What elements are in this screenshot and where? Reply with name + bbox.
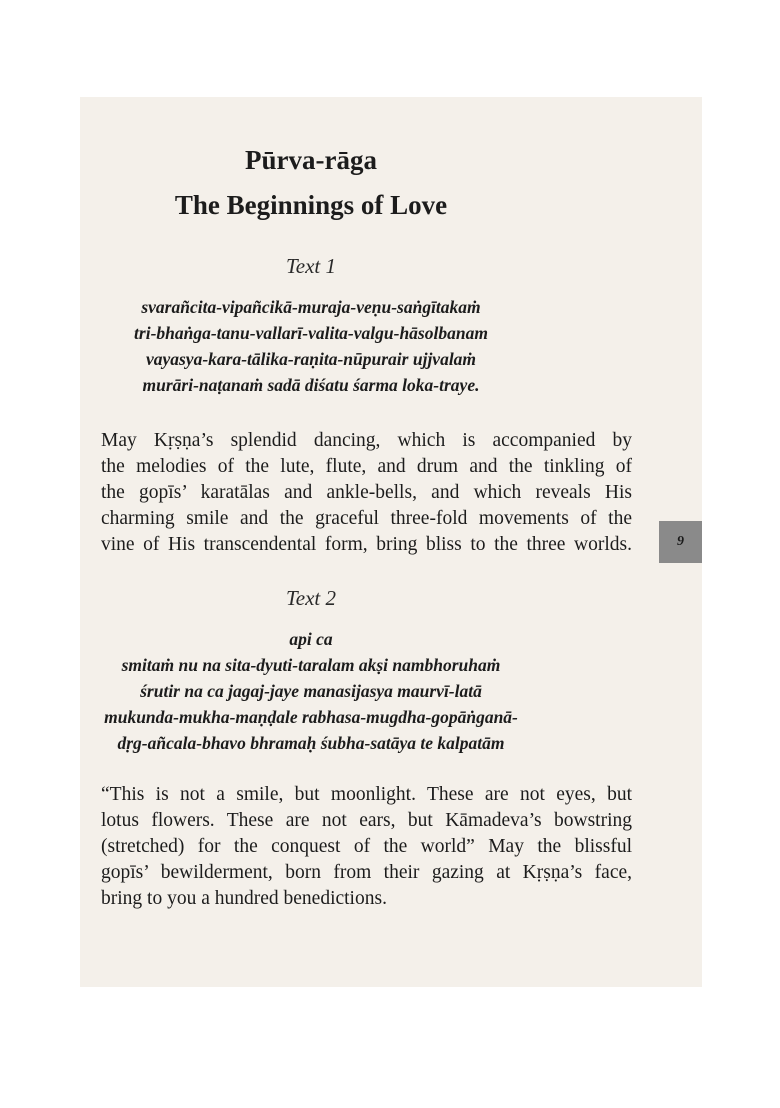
verse-line: vayasya-kara-tālika-raṇita-nūpurair ujjvalaṁ — [145, 349, 477, 369]
verse-line: svarañcita-vipañcikā-muraja-veṇu-saṅgītakaṁ — [141, 297, 481, 317]
page-number-tab: 9 — [659, 521, 702, 563]
text-2-verse — [0, 626, 622, 756]
text-1-verse — [0, 294, 622, 398]
translation-line: lotus flowers. These are not ears, but Kāmadeva’s bowstring — [101, 810, 632, 831]
verse-line: murāri-naṭanaṁ sadā diśatu śarma loka-traye. — [142, 375, 480, 395]
verse-line: tri-bhaṅga-tanu-vallarī-valita-valgu-hāsolbanam — [134, 323, 488, 343]
text-1-translation — [101, 428, 632, 558]
verse-line: api ca — [289, 629, 333, 649]
text-1-heading: Text 1 — [286, 254, 336, 278]
verse-line: dṛg-añcala-bhavo bhramaḥ śubha-satāya te kalpatām — [117, 733, 505, 753]
page-subtitle: The Beginnings of Love — [174, 190, 448, 220]
verse-line: mukunda-mukha-maṇḍale rabhasa-mugdha-gopāṅganā- — [104, 707, 518, 727]
translation-line: the melodies of the lute, flute, and drum and the tinkling of — [101, 456, 632, 477]
page-title: Pūrva-rāga — [245, 145, 377, 175]
translation-line: vine of His transcendental form, bring bliss to the three worlds. — [101, 534, 632, 555]
text-2-heading: Text 2 — [286, 586, 336, 610]
verse-line: śrutir na ca jagaj-jaye manasijasya maurvī-latā — [140, 681, 482, 701]
text-2-translation — [101, 782, 632, 912]
translation-line: gopīs’ bewilderment, born from their gazing at Kṛṣṇa’s face, — [101, 862, 632, 883]
translation-line: May Kṛṣṇa’s splendid dancing, which is accompanied by — [101, 430, 632, 451]
translation-line: “This is not a smile, but moonlight. These are not eyes, but — [101, 784, 632, 805]
translation-line: charming smile and the graceful three-fold movements of the — [101, 508, 632, 529]
translation-line: (stretched) for the conquest of the world” May the blissful — [101, 836, 632, 857]
verse-line: smitaṁ nu na sita-dyuti-taralam akṣi nambhoruhaṁ — [121, 655, 501, 675]
translation-line: the gopīs’ karatālas and ankle-bells, and which reveals His — [101, 482, 632, 503]
translation-line: bring to you a hundred benedictions. — [101, 888, 387, 909]
